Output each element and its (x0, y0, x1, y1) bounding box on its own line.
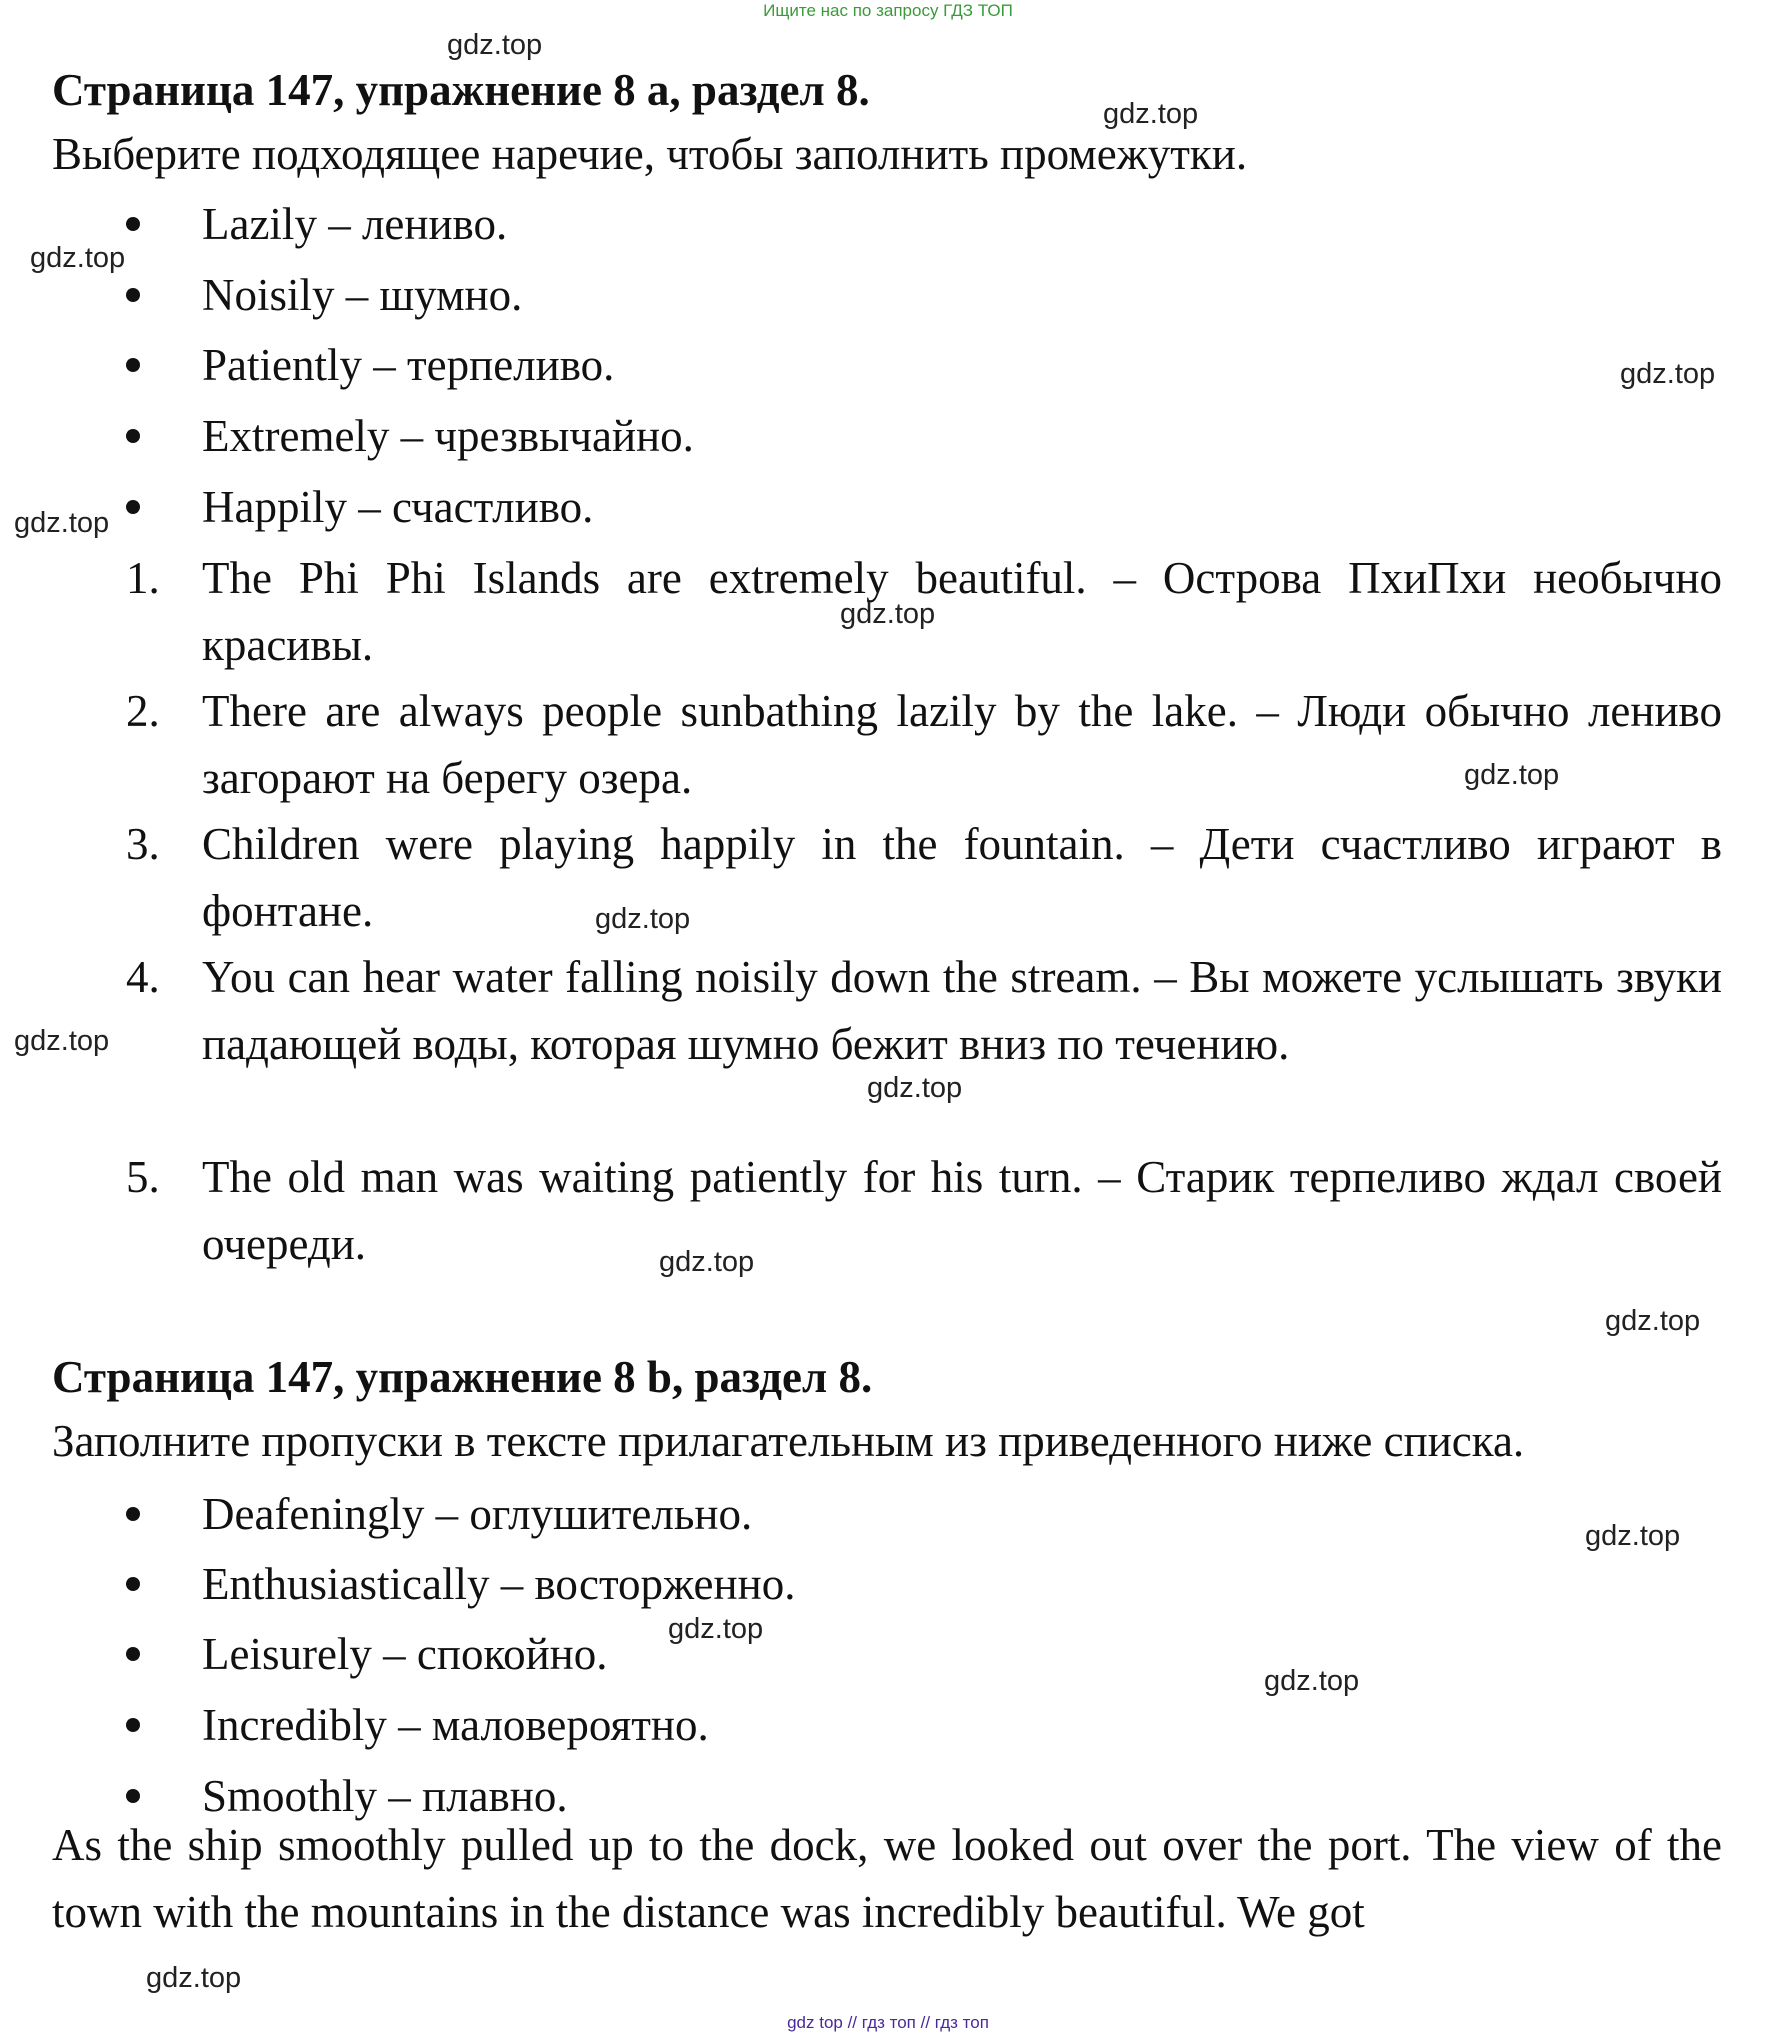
watermark-text: gdz.top (447, 29, 543, 61)
watermark-text: gdz.top (1620, 358, 1716, 390)
bullet-dot-icon (126, 288, 140, 302)
top-banner: Ищите нас по запросу ГДЗ ТОП (763, 1, 1013, 20)
section-b-heading: Страница 147, упражнение 8 b, раздел 8. (52, 1352, 873, 1402)
item-number: 4. (126, 952, 160, 1002)
bullet-text: Patiently – терпеливо. (202, 340, 615, 390)
item-text: There are always people sunbathing lazily by the lake. – Люди обычно лениво загорают на берегу озера. (202, 686, 1722, 803)
bullet-text: Enthusiastically – восторженно. (202, 1559, 796, 1609)
bullet-dot-icon (126, 1577, 140, 1591)
item-number: 1. (126, 553, 160, 603)
watermark-text: gdz.top (146, 1962, 242, 1994)
item-text: The old man was waiting patiently for his turn. – Старик терпеливо ждал своей очереди. (202, 1152, 1722, 1269)
bullet-text: Lazily – лениво. (202, 199, 508, 249)
watermark-text: gdz.top (668, 1613, 764, 1645)
section-b-paragraph: As the ship smoothly pulled up to the dock, we looked out over the port. The view of the town with the mountains in the distance was incredibly beautiful. We got (52, 1820, 1722, 1937)
watermark-text: gdz.top (1585, 1520, 1681, 1552)
item-number: 2. (126, 686, 160, 736)
bullet-text: Noisily – шумно. (202, 270, 523, 320)
section-b-instruction: Заполните пропуски в тексте прилагательным из приведенного ниже списка. (52, 1416, 1525, 1466)
bullet-dot-icon (126, 1647, 140, 1661)
watermark-text: gdz.top (1464, 759, 1560, 791)
item-number: 3. (126, 819, 160, 869)
bullet-dot-icon (126, 1718, 140, 1732)
section-a-instruction: Выберите подходящее наречие, чтобы заполнить промежутки. (52, 129, 1248, 179)
bullet-text: Leisurely – спокойно. (202, 1629, 608, 1679)
bullet-dot-icon (126, 1507, 140, 1521)
watermark-text: gdz.top (1605, 1305, 1701, 1337)
bullet-text: Extremely – чрезвычайно. (202, 411, 694, 461)
watermark-text: gdz.top (840, 598, 936, 630)
item-number: 5. (126, 1152, 160, 1202)
section-a-heading: Страница 147, упражнение 8 a, раздел 8. (52, 65, 870, 115)
bullet-dot-icon (126, 500, 140, 514)
watermark-text: gdz.top (595, 903, 691, 935)
watermark-text: gdz.top (1264, 1665, 1360, 1697)
bullet-text: Deafeningly – оглушительно. (202, 1489, 753, 1539)
watermark-text: gdz.top (659, 1246, 755, 1278)
bullet-dot-icon (126, 358, 140, 372)
bullet-text: Incredibly – маловероятно. (202, 1700, 709, 1750)
bullet-text: Happily – счастливо. (202, 482, 594, 532)
watermark-text: gdz.top (30, 242, 126, 274)
watermark-text: gdz.top (14, 507, 110, 539)
bullet-dot-icon (126, 217, 140, 231)
bullet-dot-icon (126, 429, 140, 443)
watermark-text: gdz.top (867, 1072, 963, 1104)
bullet-dot-icon (126, 1789, 140, 1803)
item-text: You can hear water falling noisily down the stream. – Вы можете услышать звуки падающей воды, которая шумно бежит вниз по течению. (202, 952, 1722, 1069)
bullet-text: Smoothly – плавно. (202, 1771, 568, 1821)
watermark-text: gdz.top (14, 1025, 110, 1057)
watermark-text: gdz.top (1103, 98, 1199, 130)
item-text: The Phi Phi Islands are extremely beautiful. – Острова ПхиПхи необычно красивы. (202, 553, 1722, 670)
item-text: Children were playing happily in the fountain. – Дети счастливо играют в фонтане. (202, 819, 1722, 936)
footer-links: gdz top // гдз топ // гдз топ (787, 2013, 989, 2032)
